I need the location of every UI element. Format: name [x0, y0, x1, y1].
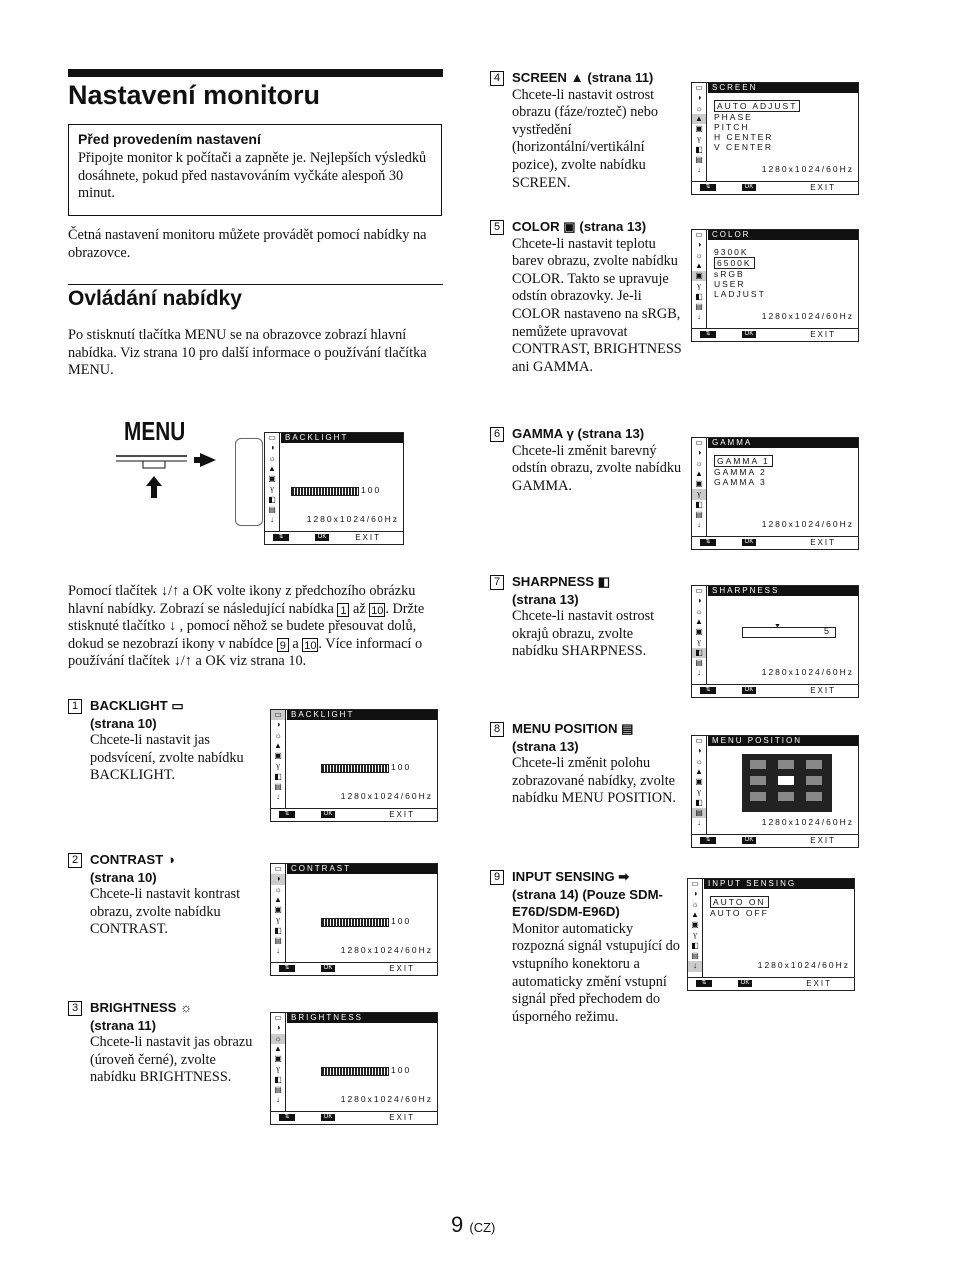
down-icon: ↓: [697, 818, 701, 828]
position-cell: [750, 760, 766, 769]
menu-title: INPUT SENSING: [704, 879, 854, 889]
contrast-icon: ◑: [696, 746, 702, 756]
menu-options: [714, 100, 800, 152]
brightness-icon: ☼: [695, 756, 703, 766]
value-bar: [321, 918, 389, 927]
screen-icon: ▲: [692, 114, 706, 124]
ok-key-icon: OK: [738, 980, 752, 987]
menu-option: GAMMA 1: [714, 455, 773, 467]
brightness-icon: ☼: [695, 458, 703, 468]
osd-screen-1: [270, 709, 438, 822]
backlight-icon: ▭: [695, 586, 703, 595]
menu-footer: [692, 834, 858, 847]
menu-title: BACKLIGHT: [287, 710, 437, 720]
icon-column: [271, 710, 286, 808]
contrast-icon: ◑: [696, 596, 702, 606]
menu-footer: [692, 181, 858, 194]
position-cell: [778, 776, 794, 785]
position-cell: [778, 792, 794, 801]
menu-option: H CENTER: [714, 132, 774, 142]
down-icon: ↓: [697, 165, 701, 175]
updown-key-icon: ⇅: [279, 965, 295, 972]
backlight-icon: ▭: [268, 433, 276, 442]
menu-position-icon: ▤: [695, 302, 703, 312]
resolution-text: 1280x1024/60Hz: [761, 164, 854, 174]
menu-footer: [692, 328, 858, 341]
menu-options: [714, 455, 773, 487]
menu-button-label: MENU: [124, 416, 186, 446]
screen-icon: ▲: [691, 909, 699, 919]
color-icon: ▣: [268, 474, 276, 484]
position-cell: [806, 760, 822, 769]
ok-key-icon: OK: [321, 965, 335, 972]
screen-icon: ▲: [274, 894, 282, 904]
color-icon: ▣: [695, 777, 703, 787]
ok-key-icon: OK: [742, 837, 756, 844]
title-rule: [68, 69, 443, 77]
updown-key-icon: ⇅: [700, 331, 716, 338]
down-icon: ↓: [697, 520, 701, 530]
color-icon: ▣: [692, 271, 706, 281]
menu-option: AUTO ADJUST: [714, 100, 800, 112]
screen-icon: ▲: [695, 468, 703, 478]
sharpness-value: 5: [824, 626, 830, 636]
section-intro: Po stisknutí tlačítka MENU se na obrazovce zobrazí hlavní nabídka. Viz strana 10 pro další informace o používání tlačítka MENU.: [68, 327, 427, 379]
brightness-icon: ☼: [271, 1034, 285, 1044]
notice-title: Před provedením nastavení: [78, 131, 261, 147]
notice-text: Připojte monitor k počítači a zapněte je. Nejlepších výsledků dosáhnete, pokud před nastavováním vyčkáte alespoň 30 minut.: [78, 150, 427, 202]
color-icon: ▣: [274, 1054, 282, 1064]
ok-key-icon: OK: [321, 1114, 335, 1121]
contrast-icon: ◑: [692, 889, 698, 899]
down-icon: ↓: [276, 1095, 280, 1105]
position-cell: [806, 792, 822, 801]
exit-label: EXIT: [810, 686, 836, 695]
down-icon: ↓: [697, 312, 701, 322]
menu-footer: [692, 684, 858, 697]
menu-title: SHARPNESS: [708, 586, 858, 596]
contrast-icon: ◑: [269, 443, 275, 453]
down-icon: ↓: [688, 961, 702, 971]
exit-label: EXIT: [810, 183, 836, 192]
gamma-icon: γ: [270, 484, 274, 494]
exit-label: EXIT: [389, 964, 415, 973]
icon-column: [688, 879, 703, 977]
down-icon: ↓: [270, 515, 274, 525]
exit-label: EXIT: [806, 979, 832, 988]
backlight-icon: ▭: [695, 438, 703, 447]
menu-position-icon: ▤: [695, 155, 703, 165]
bar-value: 100: [391, 916, 412, 926]
menu-footer: [692, 536, 858, 549]
contrast-icon: ◑: [271, 874, 285, 884]
menu-title: MENU POSITION: [708, 736, 858, 746]
sharpness-icon: ◧: [692, 648, 706, 658]
gamma-icon: γ: [276, 761, 280, 771]
menu-option: USER: [714, 279, 746, 289]
value-bar: [321, 764, 389, 773]
menu-options: [710, 896, 769, 918]
color-icon: ▣: [695, 479, 703, 489]
menu-position-icon: ▤: [695, 658, 703, 668]
menu-position-icon: ▤: [268, 505, 276, 515]
color-icon: ▣: [691, 920, 699, 930]
gamma-icon: γ: [697, 281, 701, 291]
section-title: Ovládání nabídky: [68, 287, 242, 310]
menu-footer: [688, 977, 854, 990]
screen-icon: ▲: [268, 463, 276, 473]
updown-key-icon: ⇅: [700, 687, 716, 694]
menu-footer: [271, 1111, 437, 1124]
section-rule: [68, 284, 443, 285]
gamma-icon: γ: [697, 134, 701, 144]
icon-column: [692, 230, 707, 328]
ok-key-icon: OK: [742, 184, 756, 191]
backlight-icon: ▭: [271, 710, 285, 720]
gamma-icon: γ: [697, 787, 701, 797]
menu-option: PITCH: [714, 122, 750, 132]
ok-key-icon: OK: [742, 687, 756, 694]
menu-title: BRIGHTNESS: [287, 1013, 437, 1023]
backlight-icon: ▭: [691, 879, 699, 888]
icon-column: [271, 1013, 286, 1111]
icon-highlight-ring: [235, 438, 263, 526]
sharpness-icon: ◧: [274, 1074, 282, 1084]
ok-key-icon: OK: [315, 534, 329, 541]
down-icon: ↓: [276, 792, 280, 802]
brightness-icon: ☼: [695, 103, 703, 113]
position-cell: [750, 776, 766, 785]
bar-value: 100: [361, 485, 382, 495]
bar-value: 100: [391, 1065, 412, 1075]
exit-label: EXIT: [355, 533, 381, 542]
brightness-icon: ☼: [695, 606, 703, 616]
gamma-icon: γ: [276, 1064, 280, 1074]
osd-screen-2: [270, 863, 438, 976]
resolution-text: 1280x1024/60Hz: [340, 1094, 433, 1104]
intro-text: Četná nastavení monitoru můžete provádět pomocí nabídky na obrazovce.: [68, 227, 427, 261]
icon-column: [692, 83, 707, 181]
position-cell: [750, 792, 766, 801]
resolution-text: 1280x1024/60Hz: [761, 311, 854, 321]
value-bar: [321, 1067, 389, 1076]
backlight-icon: ▭: [695, 83, 703, 92]
screen-icon: ▲: [695, 260, 703, 270]
menu-title: BACKLIGHT: [281, 433, 403, 443]
menu-title: COLOR: [708, 230, 858, 240]
slider-marker-icon: ▼: [774, 622, 781, 630]
contrast-icon: ◑: [696, 93, 702, 103]
ok-key-icon: OK: [742, 539, 756, 546]
icon-column: [265, 433, 280, 531]
bar-value: 100: [391, 762, 412, 772]
resolution-text: 1280x1024/60Hz: [761, 667, 854, 677]
contrast-icon: ◑: [696, 448, 702, 458]
menu-option: AUTO ON: [710, 896, 769, 908]
resolution-text: 1280x1024/60Hz: [306, 514, 399, 524]
brightness-icon: ☼: [268, 453, 276, 463]
exit-label: EXIT: [810, 836, 836, 845]
notice-box: [68, 124, 442, 216]
menu-title: SCREEN: [708, 83, 858, 93]
exit-label: EXIT: [810, 538, 836, 547]
down-icon: ↓: [697, 668, 701, 678]
position-cell: [778, 760, 794, 769]
resolution-text: 1280x1024/60Hz: [340, 791, 433, 801]
screen-icon: ▲: [695, 616, 703, 626]
color-icon: ▣: [695, 124, 703, 134]
menu-button-illustration: [112, 448, 232, 503]
menu-option: V CENTER: [714, 142, 773, 152]
icon-column: [692, 438, 707, 536]
osd-screen-8: [691, 735, 859, 848]
screen-icon: ▲: [695, 766, 703, 776]
screen-icon: ▲: [274, 1043, 282, 1053]
menu-footer: [265, 531, 403, 544]
menu-option: 6500K: [714, 257, 766, 269]
menu-option: AUTO OFF: [710, 908, 769, 918]
menu-position-icon: ▤: [695, 510, 703, 520]
color-icon: ▣: [274, 905, 282, 915]
sharpness-icon: ◧: [695, 499, 703, 509]
menu-option: sRGB: [714, 269, 745, 279]
backlight-icon: ▭: [274, 864, 282, 873]
position-cell: [806, 776, 822, 785]
gamma-icon: γ: [276, 915, 280, 925]
sharpness-icon: ◧: [268, 494, 276, 504]
menu-option: GAMMA 3: [714, 477, 767, 487]
osd-screen-3: [270, 1012, 438, 1125]
updown-key-icon: ⇅: [696, 980, 712, 987]
resolution-text: 1280x1024/60Hz: [761, 519, 854, 529]
menu-position-icon: ▤: [274, 1085, 282, 1095]
color-icon: ▣: [695, 627, 703, 637]
menu-option: 9300K: [714, 247, 749, 257]
sharpness-icon: ◧: [695, 144, 703, 154]
osd-screen-6: [691, 437, 859, 550]
contrast-icon: ◑: [275, 720, 281, 730]
color-icon: ▣: [274, 751, 282, 761]
updown-key-icon: ⇅: [700, 539, 716, 546]
menu-position-icon: ▤: [691, 951, 699, 961]
howto-text: Pomocí tlačítek ↓/↑ a OK volte ikony z předchozího obrázku hlavní nabídky. Zobrazí se následující nabídka 1 až 10 . Držte stisknuté tlačítko ↓ , pomocí něhož se budete přesouvat dolů, dokud se nezobrazí ikony v nabídce 9 a 10 . Více informací o používání tlačítek ↓/↑ a OK viz strana 10.: [68, 583, 425, 670]
page-number: 9 (CZ): [451, 1212, 496, 1237]
value-bar: [291, 487, 359, 496]
contrast-icon: ◑: [696, 240, 702, 250]
resolution-text: 1280x1024/60Hz: [340, 945, 433, 955]
menu-option: PHASE: [714, 112, 753, 122]
menu-option: GAMMA 2: [714, 467, 767, 477]
contrast-icon: ◑: [275, 1023, 281, 1033]
resolution-text: 1280x1024/60Hz: [757, 960, 850, 970]
sharpness-slider: [742, 627, 836, 638]
sharpness-icon: ◧: [695, 797, 703, 807]
osd-screen-9: [687, 878, 855, 991]
brightness-icon: ☼: [691, 899, 699, 909]
backlight-icon: ▭: [695, 736, 703, 745]
icon-column: [692, 736, 707, 834]
page-title: Nastavení monitoru: [68, 80, 321, 110]
osd-screen-5: [691, 229, 859, 342]
menu-footer: [271, 962, 437, 975]
updown-key-icon: ⇅: [273, 534, 289, 541]
brightness-icon: ☼: [274, 730, 282, 740]
icon-column: [271, 864, 286, 962]
menu-title: GAMMA: [708, 438, 858, 448]
updown-key-icon: ⇅: [700, 184, 716, 191]
ok-key-icon: OK: [742, 331, 756, 338]
updown-key-icon: ⇅: [700, 837, 716, 844]
brightness-icon: ☼: [695, 250, 703, 260]
backlight-icon: ▭: [695, 230, 703, 239]
menu-position-icon: ▤: [274, 936, 282, 946]
sharpness-icon: ◧: [274, 771, 282, 781]
menu-footer: [271, 808, 437, 821]
osd-screen-4: [691, 82, 859, 195]
screen-icon: ▲: [274, 740, 282, 750]
menu-title: CONTRAST: [287, 864, 437, 874]
icon-column: [692, 586, 707, 684]
menu-options: [714, 247, 766, 299]
sharpness-icon: ◧: [274, 925, 282, 935]
menu-position-icon: ▤: [692, 808, 706, 818]
gamma-icon: γ: [693, 930, 697, 940]
exit-label: EXIT: [810, 330, 836, 339]
updown-key-icon: ⇅: [279, 1114, 295, 1121]
gamma-icon: γ: [697, 637, 701, 647]
menu-option: LADJUST: [714, 289, 766, 299]
sharpness-icon: ◧: [691, 940, 699, 950]
sharpness-icon: ◧: [695, 291, 703, 301]
backlight-icon: ▭: [274, 1013, 282, 1022]
resolution-text: 1280x1024/60Hz: [761, 817, 854, 827]
down-icon: ↓: [276, 946, 280, 956]
brightness-icon: ☼: [274, 884, 282, 894]
gamma-icon: γ: [692, 489, 706, 499]
exit-label: EXIT: [389, 1113, 415, 1122]
osd-screen-7: [691, 585, 859, 698]
exit-label: EXIT: [389, 810, 415, 819]
menu-position-icon: ▤: [274, 782, 282, 792]
ok-key-icon: OK: [321, 811, 335, 818]
updown-key-icon: ⇅: [279, 811, 295, 818]
main-menu-screen: [264, 432, 404, 545]
